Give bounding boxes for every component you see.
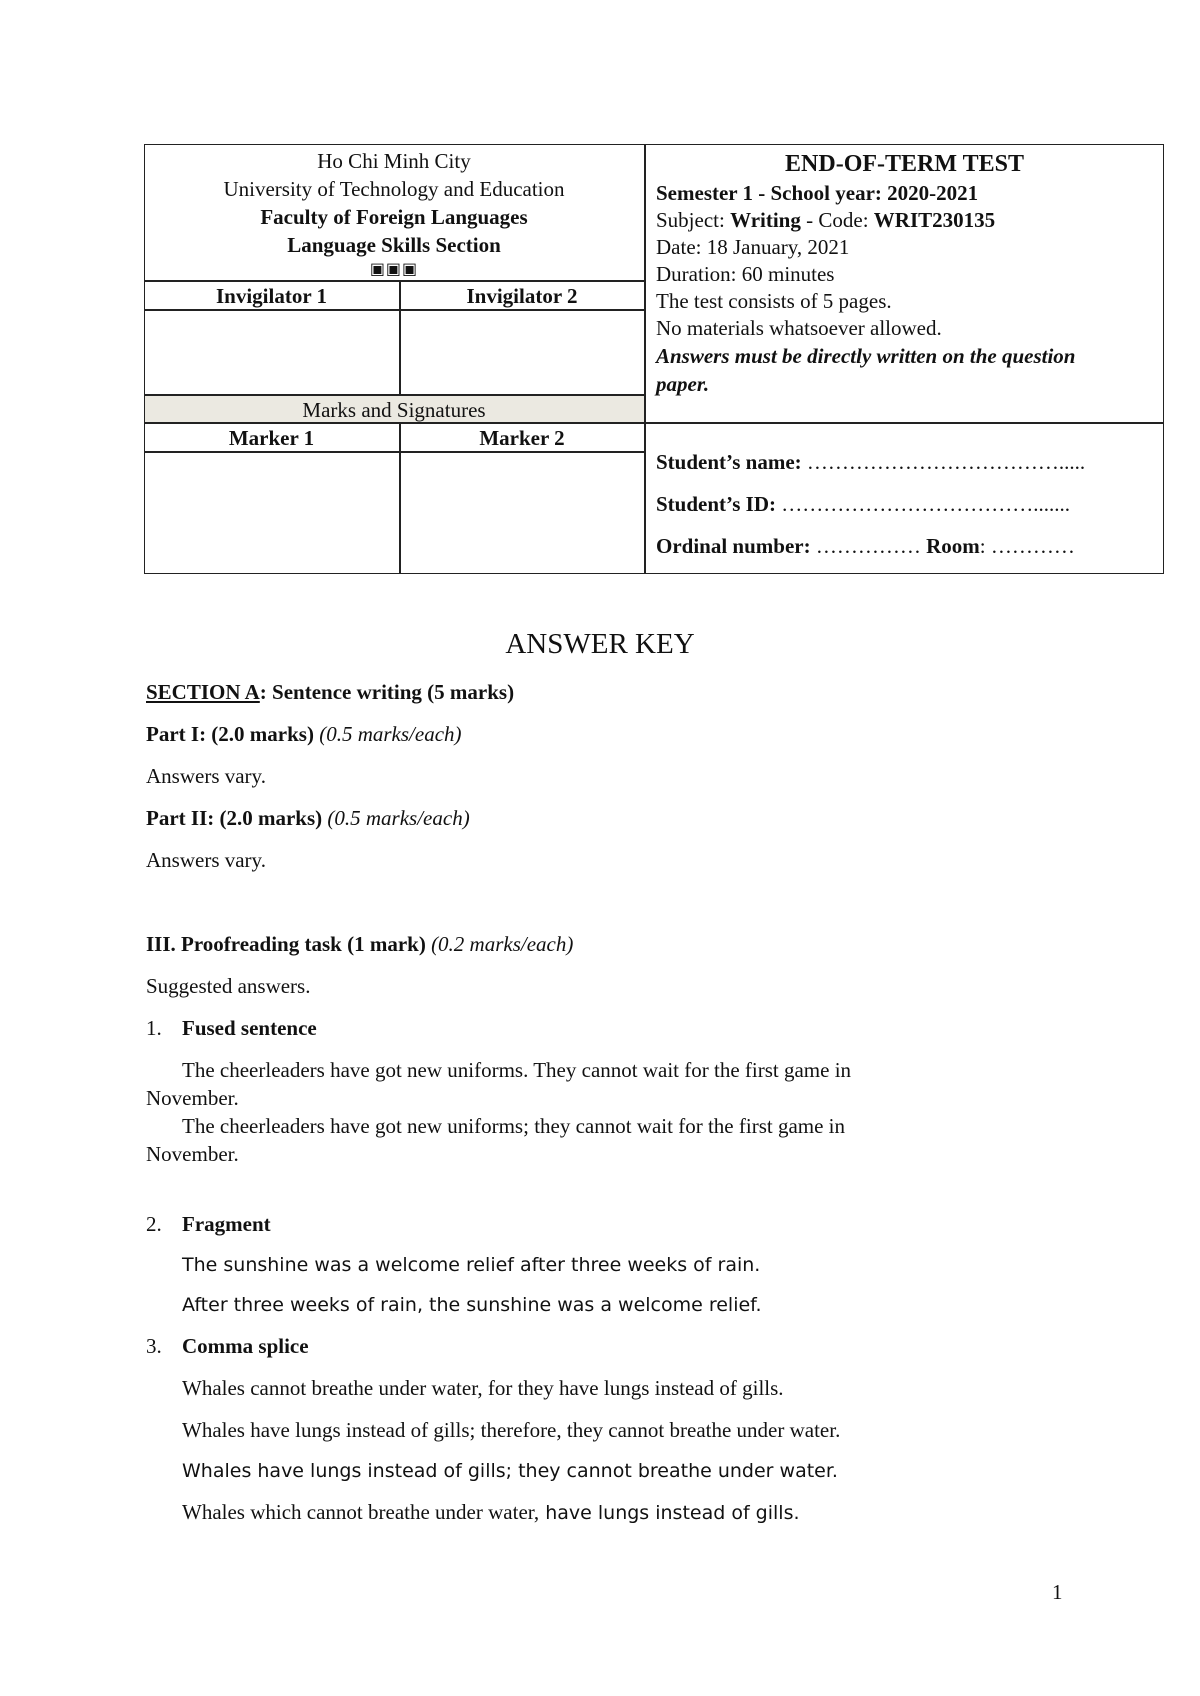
section-name: Language Skills Section <box>287 233 501 257</box>
item-number: 1. <box>146 1016 162 1040</box>
suggested-answers: Suggested answers. <box>146 974 311 998</box>
hline-right <box>644 422 1164 424</box>
faculty-name: Faculty of Foreign Languages <box>260 205 528 229</box>
ordinal-dots: …………… <box>810 534 927 558</box>
part-2-answer: Answers vary. <box>146 848 266 872</box>
answer-line-part-1: Whales which cannot breathe under water, <box>182 1500 540 1524</box>
pages-line: The test consists of 5 pages. <box>656 289 892 313</box>
invigilator-1-label: Invigilator 1 <box>215 284 328 308</box>
section-a-label: SECTION A <box>146 680 260 704</box>
section-a-heading <box>146 680 514 705</box>
item-title: Fragment <box>182 1212 271 1236</box>
part-3-note: (0.2 marks/each) <box>425 932 574 956</box>
ornament-glyphs: ▣▣▣ <box>369 261 419 278</box>
marker-1-label: Marker 1 <box>228 426 315 450</box>
duration-line: Duration: 60 minutes <box>656 262 835 286</box>
answer-line: The cheerleaders have got new uniforms. They cannot wait for the first game in <box>182 1058 852 1082</box>
item-number: 2. <box>146 1212 162 1236</box>
divider-main <box>644 144 646 574</box>
university-city: Ho Chi Minh City <box>317 149 471 173</box>
university-name: University of Technology and Education <box>223 177 565 201</box>
part-2-heading <box>146 806 470 831</box>
note-line-2: paper. <box>656 372 710 396</box>
answer-line: After three weeks of rain, the sunshine was a welcome relief. <box>182 1294 762 1316</box>
subject-line <box>656 206 995 234</box>
invigilator-2-label: Invigilator 2 <box>466 284 578 308</box>
student-id-label: Student’s ID: <box>656 492 776 516</box>
answer-line: Whales have lungs instead of gills; therefore, they cannot breathe under water. <box>182 1418 841 1442</box>
student-name-dots: ………………………………..... <box>801 450 1086 474</box>
part-1-label: Part I: (2.0 marks) <box>146 722 314 746</box>
student-id-field[interactable] <box>656 490 1070 518</box>
list-item <box>146 1212 271 1237</box>
list-item <box>146 1334 309 1359</box>
note-line-1: Answers must be directly written on the question <box>656 344 1076 368</box>
answer-line: Whales have lungs instead of gills; they cannot breathe under water. <box>182 1460 838 1482</box>
answer-key-title: ANSWER KEY <box>505 628 695 660</box>
section-a-rest: : Sentence writing (5 marks) <box>259 680 515 704</box>
page-number: 1 <box>1052 1580 1063 1604</box>
code-label: - Code: <box>800 208 874 232</box>
room-label: Room <box>926 534 980 558</box>
semester-line: Semester 1 - School year: 2020-2021 <box>656 181 979 205</box>
part-3-label: III. Proofreading task (1 mark) <box>146 932 426 956</box>
marks-signatures-label: Marks and Signatures <box>302 398 486 422</box>
item-title: Fused sentence <box>182 1016 317 1040</box>
answer-line-part-2: have lungs instead of gills. <box>539 1502 800 1524</box>
list-item <box>146 1016 317 1041</box>
student-name-label: Student’s name: <box>656 450 802 474</box>
item-title: Comma splice <box>182 1334 309 1358</box>
ordinal-label: Ordinal number: <box>656 534 811 558</box>
part-2-note: (0.5 marks/each) <box>322 806 470 830</box>
answer-line <box>182 1500 800 1525</box>
subject-label: Subject: <box>656 208 731 232</box>
part-1-answer: Answers vary. <box>146 764 266 788</box>
answer-line: Whales cannot breathe under water, for they have lungs instead of gills. <box>182 1376 784 1400</box>
room-dots: : ………… <box>979 534 1075 558</box>
item-number: 3. <box>146 1334 162 1358</box>
part-1-heading <box>146 722 462 747</box>
student-id-dots: ………………………………....... <box>776 492 1070 516</box>
marker-2-label: Marker 2 <box>479 426 565 450</box>
student-name-field[interactable] <box>656 448 1085 476</box>
subject-value: Writing <box>730 208 801 232</box>
part-3-heading <box>146 932 573 957</box>
materials-line: No materials whatsoever allowed. <box>656 316 942 340</box>
answer-line: The cheerleaders have got new uniforms; they cannot wait for the first game in <box>182 1114 846 1138</box>
test-title: END-OF-TERM TEST <box>785 151 1024 177</box>
ordinal-room-field[interactable] <box>656 532 1075 560</box>
date-line: Date: 18 January, 2021 <box>656 235 850 259</box>
part-1-note: (0.5 marks/each) <box>313 722 462 746</box>
code-value: WRIT230135 <box>873 208 996 232</box>
answer-line: The sunshine was a welcome relief after three weeks of rain. <box>182 1254 761 1276</box>
answer-line: November. <box>146 1086 239 1110</box>
answer-line: November. <box>146 1142 239 1166</box>
part-2-label: Part II: (2.0 marks) <box>146 806 323 830</box>
